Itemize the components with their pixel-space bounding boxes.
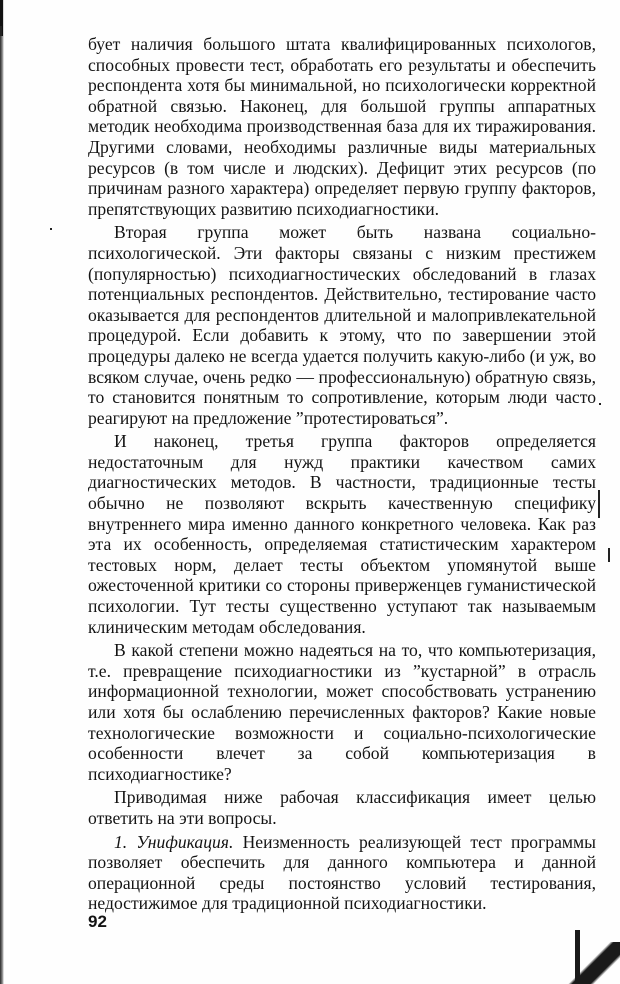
paragraph-4 bbox=[88, 640, 596, 784]
paragraph-6-text: Неизменность реализующей тест программы позволяет обеспечить для данного компьютера и данной операционной среды постоянство условий тестирования, недостижимое для традиционной психодиагностики. bbox=[88, 831, 596, 914]
margin-speck bbox=[608, 548, 610, 562]
section-heading-term: 1. Унификация. bbox=[114, 831, 234, 852]
margin-speck bbox=[598, 490, 600, 518]
paragraph-1-text: бует наличия большого штата квалифицированных психологов, способных провести тест, обработать его результаты и обеспечить респондента хотя бы минимальной, но психологически корректной обратной связью. Наконец, для большой группы аппаратных методик необходима производственная база для их тиражирования. Другими словами, необходимы различные виды материальных ресурсов (в том числе и людских). Дефицит этих ресурсов (по причинам разного характера) определяет первую группу факторов, препятствующих развитию психодиагностики. bbox=[88, 34, 596, 219]
paragraph-5-text: Приводимая ниже рабочая классификация имеет целью ответить на эти вопросы. bbox=[88, 787, 596, 828]
binding-shadow bbox=[0, 0, 4, 984]
margin-tick bbox=[0, 26, 2, 36]
margin-speck bbox=[50, 228, 52, 230]
paragraph-4-text: В какой степени можно надеяться на то, что компьютеризация, т.е. превращение психодиагностики из ”кустарной” в отрасль информационной технологии, может способствовать устранению или хотя бы ослаблению перечисленных факторов? Какие новые технологические возможности и социально-психологические особенности влечет за собой компьютеризация в психодиагностике? bbox=[88, 640, 596, 784]
page-number: 92 bbox=[88, 912, 107, 931]
paragraph-1 bbox=[88, 34, 596, 219]
paragraph-3 bbox=[88, 431, 596, 637]
paragraph-2 bbox=[88, 222, 596, 428]
margin-speck bbox=[599, 403, 601, 405]
paragraph-5 bbox=[88, 787, 596, 828]
paragraph-3-text: И наконец, третья группа факторов определяется недостаточным для нужд практики качеством самих диагностических методов. В частности, традиционные тесты обычно не позволяют вскрыть качественную специфику внутреннего мира именно данного конкретного человека. Как раз эта их особенность, определяемая статистическим характером тестовых норм, делает тесты объектом упомянутой выше ожесточенной критики со стороны приверженцев гуманистической психологии. Тут тесты существенно уступают так называемым клиническим методам обследования. bbox=[88, 431, 596, 637]
corner-mark bbox=[562, 942, 620, 984]
paragraph-2-text: Вторая группа может быть названа социально-психологической. Эти факторы связаны с низким престижем (популярностью) психодиагностических обследований в глазах потенциальных респондентов. Действительно, тестирование часто оказывается для респондентов длительной и малопривлекательной процедурой. Если добавить к этому, что по завершении этой процедуры далеко не всегда удается получить какую-либо (и уж, во всяком случае, очень редко — профессиональную) обратную связь, то становится понятным то сопротивление, которым люди часто реагируют на предложение ”протестироваться”. bbox=[88, 222, 596, 428]
paragraph-6 bbox=[88, 832, 596, 914]
body-text bbox=[88, 34, 596, 914]
